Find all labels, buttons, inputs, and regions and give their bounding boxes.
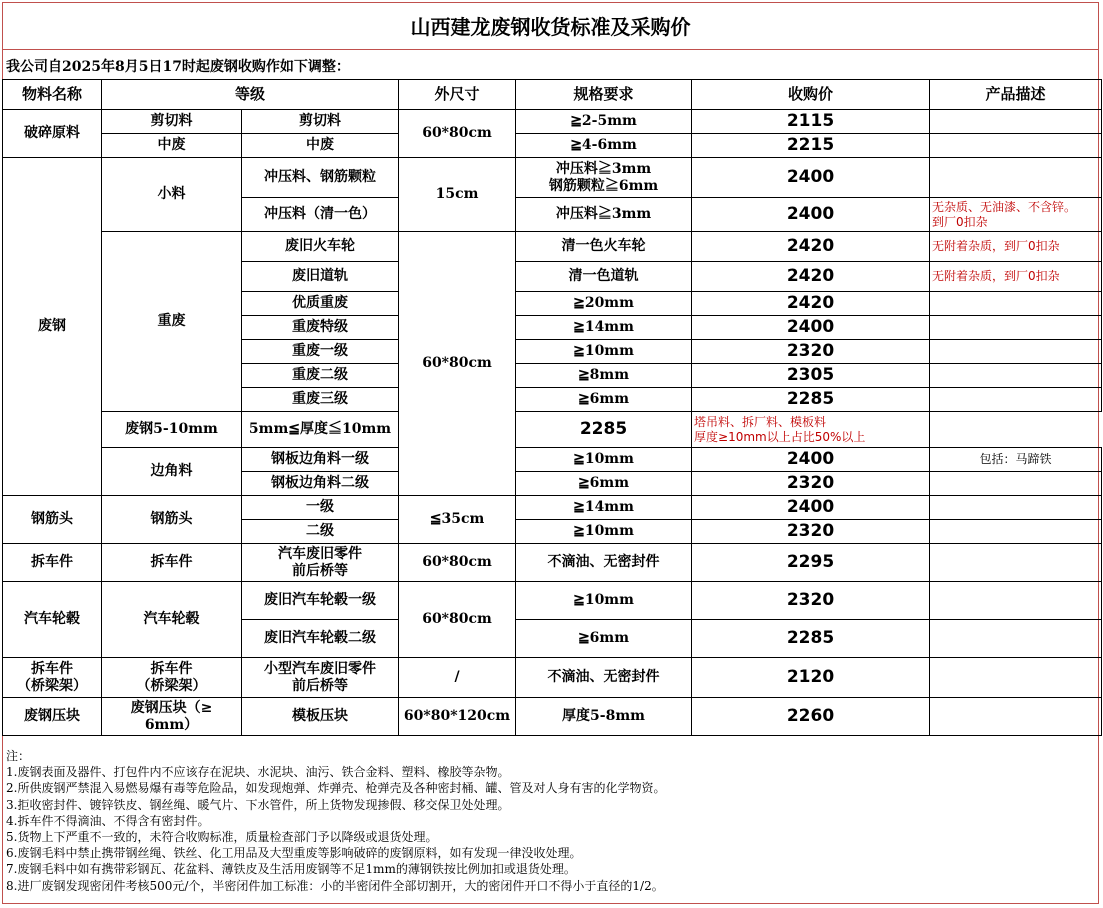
spec-cell: 5mm≦厚度≦10mm <box>242 412 399 448</box>
grade-cell: 拆车件 <box>102 544 242 582</box>
size-cell: ≦35cm <box>399 496 516 544</box>
desc-cell <box>930 388 1102 412</box>
subgrade-cell: 钢板边角料二级 <box>242 472 399 496</box>
subgrade-cell: 重废二级 <box>242 364 399 388</box>
spec-cell: ≧10mm <box>516 582 692 620</box>
grade-cell: 中废 <box>102 134 242 158</box>
spec-cell: 不滴油、无密封件 <box>516 544 692 582</box>
category-cell: 汽车轮毂 <box>3 582 102 658</box>
header-row <box>3 80 1102 110</box>
spec-cell: ≧14mm <box>516 496 692 520</box>
price-cell: 2420 <box>692 262 930 292</box>
desc-cell <box>930 544 1102 582</box>
note-line: 6.废钢毛料中禁止携带钢丝绳、铁丝、化工用品及大型重废等影响破碎的废钢原料，如有发现一律没收处理。 <box>6 846 582 861</box>
spec-cell: ≧4-6mm <box>516 134 692 158</box>
grade-cell: 钢筋头 <box>102 496 242 544</box>
desc-line: 到厂0扣杂 <box>932 214 988 229</box>
notes-section <box>6 748 665 894</box>
price-cell: 2260 <box>692 698 930 736</box>
price-table <box>2 79 1102 736</box>
desc-cell: 无附着杂质，到厂0扣杂 <box>930 232 1102 262</box>
subgrade-cell: 重废特级 <box>242 316 399 340</box>
price-cell: 2115 <box>692 110 930 134</box>
desc-cell <box>930 620 1102 658</box>
spec-cell: ≧10mm <box>516 340 692 364</box>
desc-cell <box>930 316 1102 340</box>
price-cell: 2295 <box>692 544 930 582</box>
price-cell: 2420 <box>692 292 930 316</box>
size-cell: 60*80cm <box>399 582 516 658</box>
size-cell: / <box>399 658 516 698</box>
spec-cell <box>516 158 692 198</box>
desc-cell <box>930 110 1102 134</box>
header-grade: 等级 <box>102 80 399 110</box>
note-line: 4.拆车件不得滴油、不得含有密封件。 <box>6 813 210 828</box>
price-cell: 2285 <box>692 388 930 412</box>
table-row <box>3 412 1102 448</box>
desc-cell <box>930 198 1102 232</box>
grade-line: 废钢压块（≥ <box>130 699 213 716</box>
subgrade-cell: 废钢5-10mm <box>102 412 242 448</box>
subgrade-cell: 一级 <box>242 496 399 520</box>
page-title: 山西建龙废钢收货标准及采购价 <box>2 2 1099 50</box>
grade-line: 6mm） <box>144 716 199 733</box>
size-cell: 15cm <box>399 158 516 232</box>
header-material: 物料名称 <box>3 80 102 110</box>
subgrade-line: 前后桥等 <box>292 677 348 694</box>
subgrade-cell <box>242 658 399 698</box>
price-cell: 2320 <box>692 472 930 496</box>
price-cell: 2305 <box>692 364 930 388</box>
category-line: （桥梁架） <box>17 677 87 694</box>
spec-cell: ≧6mm <box>516 472 692 496</box>
desc-cell <box>930 340 1102 364</box>
note-line: 2.所供废钢严禁混入易燃易爆有毒等危险品，如发现炮弹、炸弹壳、枪弹壳及各种密封桶、罐、管及对人身有害的化学物资。 <box>6 781 666 796</box>
header-desc: 产品描述 <box>930 80 1102 110</box>
category-cell: 废钢压块 <box>3 698 102 736</box>
header-price: 收购价 <box>692 80 930 110</box>
subgrade-cell: 二级 <box>242 520 399 544</box>
desc-line: 无杂质、无油漆、不含锌。 <box>932 199 1077 214</box>
subgrade-cell: 废旧道轨 <box>242 262 399 292</box>
subgrade-cell: 钢板边角料一级 <box>242 448 399 472</box>
subgrade-cell: 中废 <box>242 134 399 158</box>
desc-cell <box>930 158 1102 198</box>
desc-cell <box>930 292 1102 316</box>
subgrade-cell: 废旧汽车轮毂一级 <box>242 582 399 620</box>
category-cell <box>3 658 102 698</box>
spec-cell: 清一色道轨 <box>516 262 692 292</box>
subgrade-cell: 优质重废 <box>242 292 399 316</box>
desc-line: 厚度≥10mm以上占比50%以上 <box>694 429 866 444</box>
table-row <box>3 232 1102 262</box>
table-row <box>3 496 1102 520</box>
price-cell: 2320 <box>692 520 930 544</box>
table-row <box>3 698 1102 736</box>
spec-cell: 厚度5-8mm <box>516 698 692 736</box>
header-spec: 规格要求 <box>516 80 692 110</box>
price-cell: 2215 <box>692 134 930 158</box>
spec-cell: 冲压料≧3mm <box>516 198 692 232</box>
grade-cell <box>102 698 242 736</box>
subgrade-cell: 冲压料（清一色） <box>242 198 399 232</box>
size-cell: 60*80*120cm <box>399 698 516 736</box>
table-row <box>3 158 1102 198</box>
spec-cell: ≧20mm <box>516 292 692 316</box>
price-cell: 2285 <box>516 412 692 448</box>
subgrade-cell <box>242 544 399 582</box>
table-row <box>3 582 1102 620</box>
desc-cell <box>692 412 930 448</box>
grade-cell: 重废 <box>102 232 242 412</box>
category-cell: 钢筋头 <box>3 496 102 544</box>
note-line: 3.拒收密封件、镀锌铁皮、钢丝绳、暖气片、下水管件，所上货物发现掺假、移交保卫处处理。 <box>6 797 510 812</box>
table-row <box>3 448 1102 472</box>
spec-cell: ≧2-5mm <box>516 110 692 134</box>
size-cell: 60*80cm <box>399 232 516 496</box>
price-cell: 2400 <box>692 316 930 340</box>
table-row <box>3 110 1102 134</box>
spec-cell: ≧10mm <box>516 448 692 472</box>
table-row <box>3 544 1102 582</box>
desc-cell <box>930 134 1102 158</box>
price-cell: 2400 <box>692 496 930 520</box>
price-cell: 2320 <box>692 340 930 364</box>
note-line: 8.进厂废钢发现密闭件考核500元/个，半密闭件加工标准：小的半密闭件全部切割开，大的密闭件开口不得小于直径的1/2。 <box>6 878 664 893</box>
category-cell: 破碎原料 <box>3 110 102 158</box>
subgrade-cell: 废旧汽车轮毂二级 <box>242 620 399 658</box>
note-line: 5.货物上下严重不一致的，未符合收购标准，质量检查部门予以降级或退货处理。 <box>6 830 438 845</box>
subgrade-cell: 冲压料、钢筋颗粒 <box>242 158 399 198</box>
price-cell: 2120 <box>692 658 930 698</box>
desc-cell <box>930 364 1102 388</box>
size-cell: 60*80cm <box>399 544 516 582</box>
note-line: 1.废钢表面及器件、打包件内不应该存在泥块、水泥块、油污、铁合金料、塑料、橡胶等杂物。 <box>6 765 510 780</box>
grade-line: （桥梁架） <box>136 677 207 694</box>
spec-line: 钢筋颗粒≧6mm <box>548 177 659 194</box>
spec-cell: ≧10mm <box>516 520 692 544</box>
spec-cell: ≧8mm <box>516 364 692 388</box>
spec-cell: ≧6mm <box>516 620 692 658</box>
spec-cell: 清一色火车轮 <box>516 232 692 262</box>
price-cell: 2400 <box>692 158 930 198</box>
desc-cell <box>930 496 1102 520</box>
desc-cell <box>930 472 1102 496</box>
grade-line: 拆车件 <box>150 660 193 677</box>
category-line: 拆车件 <box>31 660 73 677</box>
category-cell: 废钢 <box>3 158 102 496</box>
grade-cell: 小料 <box>102 158 242 232</box>
intro-text: 我公司自2025年8月5日17时起废钢收购作如下调整： <box>6 59 350 75</box>
grade-cell: 汽车轮毂 <box>102 582 242 658</box>
spec-cell: 不滴油、无密封件 <box>516 658 692 698</box>
spec-cell: ≧14mm <box>516 316 692 340</box>
price-cell: 2420 <box>692 232 930 262</box>
desc-cell: 无附着杂质，到厂0扣杂 <box>930 262 1102 292</box>
subgrade-cell: 废旧火车轮 <box>242 232 399 262</box>
subgrade-line: 小型汽车废旧零件 <box>264 660 376 677</box>
subgrade-cell: 重废一级 <box>242 340 399 364</box>
price-cell: 2320 <box>692 582 930 620</box>
subgrade-cell: 剪切料 <box>242 110 399 134</box>
desc-cell <box>930 658 1102 698</box>
desc-cell <box>930 582 1102 620</box>
subgrade-cell: 模板压块 <box>242 698 399 736</box>
desc-cell <box>930 698 1102 736</box>
table-row <box>3 658 1102 698</box>
grade-cell: 剪切料 <box>102 110 242 134</box>
grade-cell <box>102 658 242 698</box>
table-row <box>3 134 1102 158</box>
desc-line: 塔吊料、拆厂料、模板料 <box>694 414 827 429</box>
spec-line: 冲压料≧3mm <box>555 160 652 177</box>
category-cell: 拆车件 <box>3 544 102 582</box>
grade-cell: 边角料 <box>102 448 242 496</box>
spec-cell: ≧6mm <box>516 388 692 412</box>
size-cell: 60*80cm <box>399 110 516 158</box>
subgrade-cell: 重废三级 <box>242 388 399 412</box>
price-cell: 2400 <box>692 448 930 472</box>
price-cell: 2400 <box>692 198 930 232</box>
header-size: 外尺寸 <box>399 80 516 110</box>
note-line: 注： <box>6 749 31 763</box>
note-line: 7.废钢毛料中如有携带彩钢瓦、花盆料、薄铁皮及生活用废钢等不足1mm的薄钢铁按比例加扣或退货处理。 <box>6 862 576 877</box>
subgrade-line: 汽车废旧零件 <box>278 545 362 562</box>
desc-cell: 包括：马蹄铁 <box>930 448 1102 472</box>
desc-cell <box>930 520 1102 544</box>
price-cell: 2285 <box>692 620 930 658</box>
subgrade-line: 前后桥等 <box>292 562 348 579</box>
